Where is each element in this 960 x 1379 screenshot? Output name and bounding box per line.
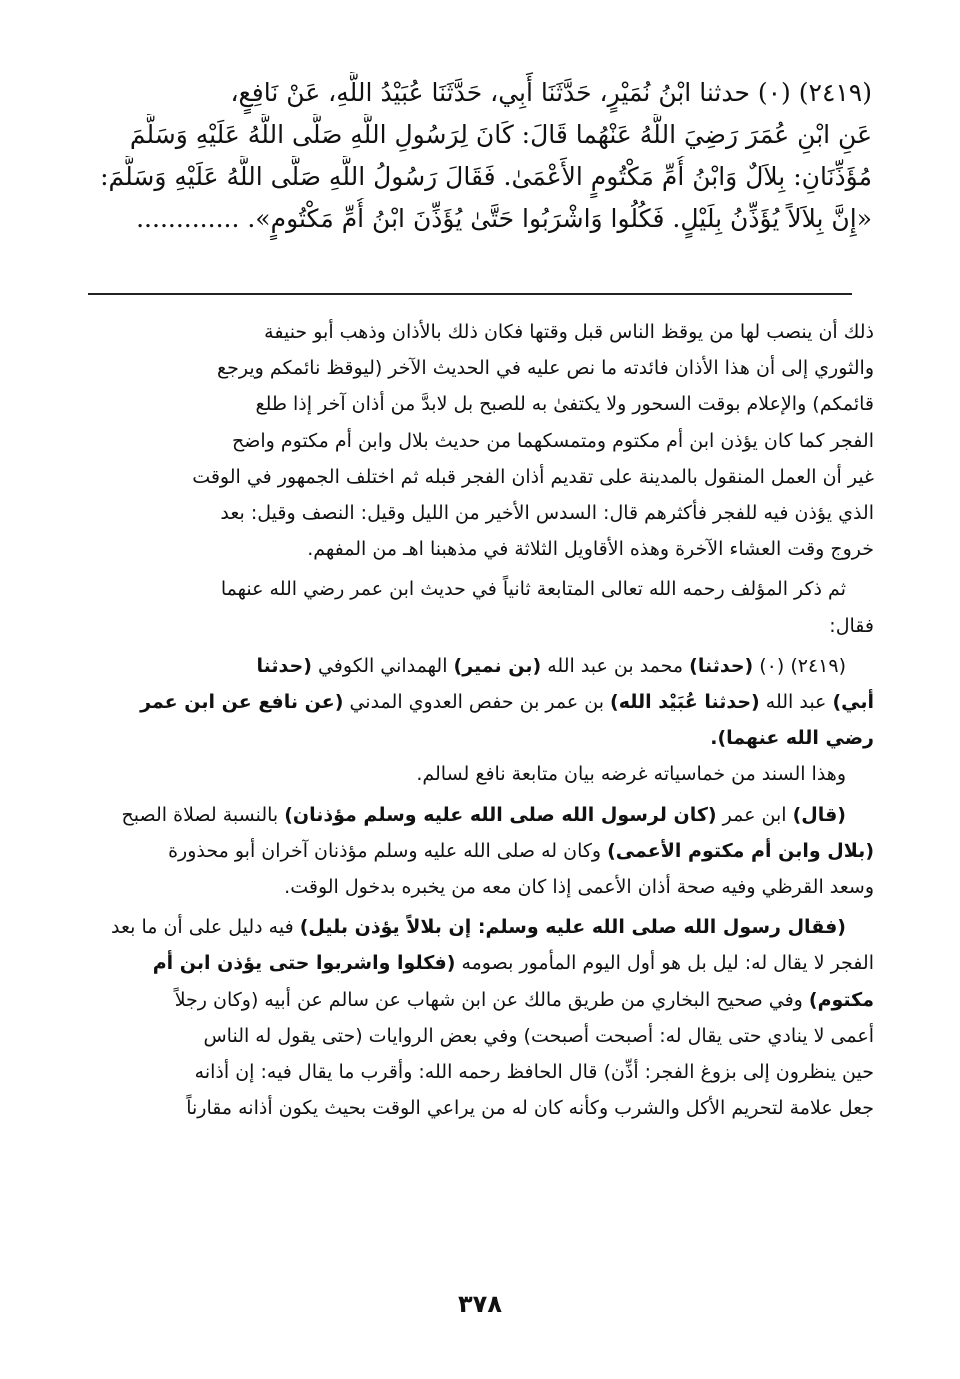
commentary-line: رضي الله عنهما). [710, 727, 874, 750]
bold-span: (قال) [792, 803, 846, 826]
hadith-line: (٢٤١٩) (٠) حدثنا ابْنُ نُمَيْرٍ، حَدَّثَنَا أَبِي، حَدَّثَنَا عُبَيْدُ اللَّهِ، عَنْ نَافِعٍ، [230, 78, 872, 107]
commentary-line: ثم ذكر المؤلف رحمه الله تعالى المتابعة ثانياً في حديث ابن عمر رضي الله عنهما [220, 578, 846, 601]
commentary-line: الذي يؤذن فيه للفجر فأكثرهم قال: السدس الأخير من الليل وقيل: النصف وقيل: بعد [220, 502, 874, 525]
hadith-text [82, 72, 872, 240]
commentary-paragraph [82, 756, 874, 792]
commentary-line: الفجر كما كان يؤذن ابن أم مكتوم ومتمسكهما من حديث بلال وابن أم مكتوم واضح [231, 429, 874, 452]
text-span: بالنسبة لصلاة الصبح [121, 803, 285, 826]
commentary-line: فقال: [829, 614, 874, 637]
hadith-line: مُؤَذِّنَانِ: بِلاَلٌ وَابْنُ أُمِّ مَكْتُومٍ الأَعْمَىٰ. فَقَالَ رَسُولُ اللَّهِ صَلَّى اللَّهُ عَلَيْهِ وَسَلَّمَ: [100, 162, 872, 191]
commentary-line: وهذا السند من خماسياته غرضه بيان متابعة نافع لسالم. [416, 763, 846, 786]
commentary-line: ذلك أن ينصب لها من يوقظ الناس قبل وقتها فكان ذلك بالأذان وذهب أبو حنيفة [264, 321, 874, 343]
bold-span: (حدثنا عُبَيْد الله) [610, 691, 760, 714]
text-span: الفجر لا يقال له: ليل بل هو أول اليوم المأمور بصومه [455, 952, 874, 975]
text-span: بن عمر بن حفص العدوي المدني [343, 691, 611, 714]
commentary-paragraph [82, 571, 874, 643]
bold-span: (بلال وابن أم مكتوم الأعمى) [607, 839, 874, 862]
commentary-line [82, 945, 874, 981]
commentary-line: أعمى لا ينادي حتى يقال له: أصبحت أصبحت) وفي بعض الروايات (حتى يقول له الناس [203, 1024, 874, 1047]
bold-span: (فقال رسول الله صلى الله عليه وسلم: [471, 916, 846, 939]
text-span: وفي صحيح البخاري من طريق مالك عن ابن شهاب عن سالم عن أبيه (وكان رجلاً [174, 988, 809, 1011]
bold-span: (عن نافع عن ابن عمر [140, 691, 344, 714]
hadith-line: «إِنَّ بِلاَلاً يُؤَذِّنُ بِلَيْلٍ. فَكُلُوا وَاشْرَبُوا حَتَّىٰ يُؤَذِّنَ ابْنُ أُمِّ مَكْتُومٍ». ............. [136, 204, 872, 233]
commentary-line [82, 909, 874, 945]
commentary-line [82, 648, 874, 684]
bold-span: (بن نمير) [453, 654, 542, 677]
text-span: (٢٤١٩) (٠) [753, 654, 846, 677]
commentary-line: قائمكم) والإعلام بوقت السحور ولا يكتفىٰ به للصبح بل لابدَّ من أذان آخر إذا طلع [255, 393, 874, 416]
commentary-paragraph [82, 909, 874, 1126]
commentary-paragraph [82, 648, 874, 757]
commentary-line [82, 797, 874, 833]
commentary-line [82, 684, 874, 720]
separator-rule [88, 293, 852, 295]
commentary-line: جعل علامة لتحريم الأكل والشرب وكأنه كان له من يراعي الوقت بحيث يكون أذانه مقارناً [186, 1097, 874, 1120]
commentary-paragraph [82, 797, 874, 906]
commentary [82, 314, 874, 1126]
text-span: فيه دليل على أن ما بعد [111, 916, 300, 939]
commentary-line: خروج وقت العشاء الآخرة وهذه الأقاويل الثلاثة في مذهبنا اهـ من المفهم. [307, 538, 874, 561]
commentary-line [82, 982, 874, 1018]
text-span: ابن عمر [716, 803, 793, 826]
commentary-paragraph [82, 314, 874, 567]
text-span: عبد الله [759, 691, 833, 714]
bold-span: مكتوم) [808, 988, 874, 1011]
hadith-line: عَنِ ابْنِ عُمَرَ رَضِيَ اللَّهُ عَنْهُما قَالَ: كَانَ لِرَسُولِ اللَّهِ صَلَّى اللَّهُ عَلَيْهِ وَسَلَّمَ [129, 120, 872, 149]
bold-span: (حدثنا) [689, 654, 754, 677]
bold-span: أبي) [832, 691, 874, 714]
bold-span: (كان لرسول الله صلى الله عليه وسلم مؤذنان) [284, 803, 717, 826]
commentary-line: والثوري إلى أن هذا الأذان فائدته ما نص عليه في الحديث الآخر (ليوقظ نائمكم ويرجع [217, 357, 874, 380]
bold-span: (فكلوا واشربوا حتى يؤذن ابن أم [152, 952, 456, 975]
bold-span: (حدثنا [256, 654, 312, 677]
text-span: محمد بن عبد الله [541, 654, 690, 677]
page-number: ٣٧٨ [458, 1290, 502, 1318]
text-span: وكان له صلى الله عليه وسلم مؤذنان آخران أبو محذورة [168, 839, 608, 862]
commentary-line [82, 833, 874, 869]
bold-span: إن بلالاً يؤذن بليل) [299, 916, 472, 939]
commentary-line: وسعد القرظي وفيه صحة أذان الأعمى إذا كان معه من يخبره بدخول الوقت. [284, 876, 874, 899]
commentary-line: حين ينظرون إلى بزوغ الفجر: أذِّن) قال الحافظ رحمه الله: وأقرب ما يقال فيه: إن أذانه [194, 1061, 874, 1084]
commentary-line: غير أن العمل المنقول بالمدينة على تقديم أذان الفجر قبله ثم اختلف الجمهور في الوقت [192, 465, 874, 488]
text-span: الهمداني الكوفي [311, 654, 454, 677]
